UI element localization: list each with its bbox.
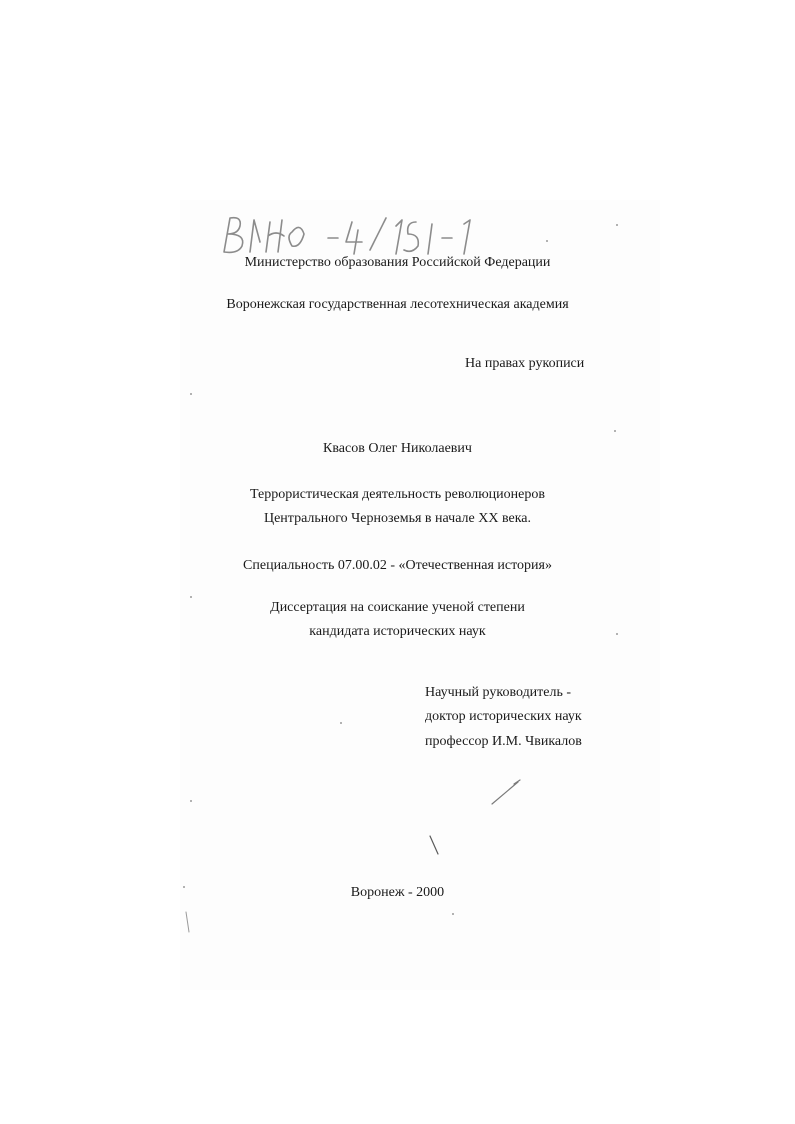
city-year: Воронеж - 2000 [350, 885, 445, 900]
scanned-sheet [180, 200, 660, 990]
ministry-name: Министерство образования Российской Федерации [244, 255, 551, 270]
scan-speck [340, 722, 342, 724]
specialty: Специальность 07.00.02 - «Отечественная история» [243, 558, 552, 573]
scan-speck [616, 633, 618, 635]
scan-speck [190, 596, 192, 598]
scan-speck [614, 430, 616, 432]
supervisor-line-1: Научный руководитель - [425, 685, 572, 700]
scan-speck [183, 886, 185, 888]
dissertation-line-2: кандидата исторических наук [309, 624, 486, 639]
scan-speck [546, 240, 548, 242]
handwritten-archive-number [220, 212, 480, 260]
author-name: Квасов Олег Николаевич [323, 441, 472, 456]
title-line-1: Террористическая деятельность революционеров [250, 487, 545, 502]
scan-speck [190, 800, 192, 802]
scan-backslash-mark [428, 834, 442, 856]
scan-edge-mark [184, 910, 192, 934]
title-line-2: Центрального Черноземья в начале XX века. [263, 511, 532, 526]
manuscript-rights-note: На правах рукописи [465, 356, 585, 371]
scan-stroke-mark [490, 778, 522, 806]
scan-speck [616, 224, 618, 226]
supervisor-line-3: профессор И.М. Чвикалов [425, 734, 582, 749]
scan-speck [452, 913, 454, 915]
academy-name: Воронежская государственная лесотехническая академия [226, 297, 569, 312]
supervisor-line-2: доктор исторических наук [425, 709, 582, 724]
scan-speck [190, 393, 192, 395]
dissertation-line-1: Диссертация на соискание ученой степени [270, 600, 525, 615]
